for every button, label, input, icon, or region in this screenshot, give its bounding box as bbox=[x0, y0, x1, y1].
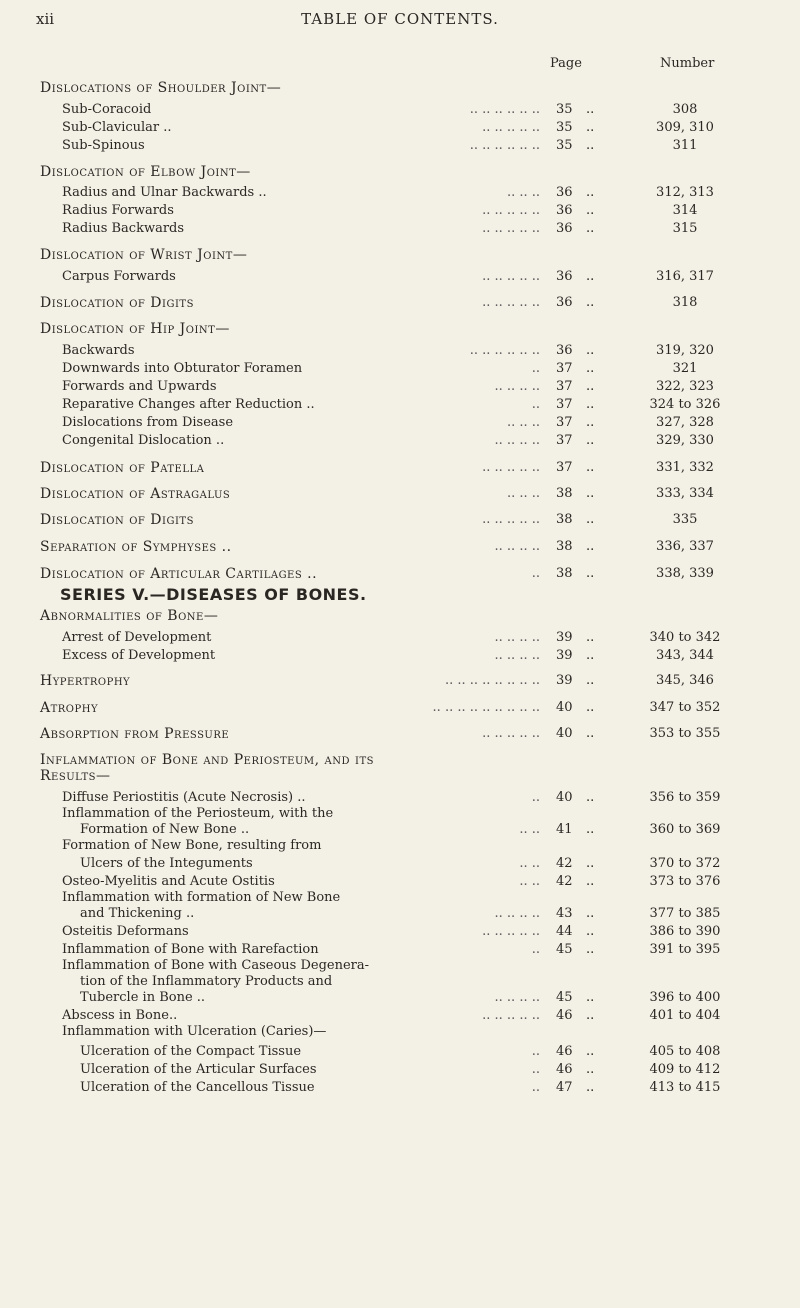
entry-number: 308 bbox=[672, 102, 698, 117]
entry-label: and Thickening .. bbox=[80, 906, 195, 921]
section-heading bbox=[0, 80, 800, 98]
entry-number: 311 bbox=[672, 138, 698, 153]
section-heading bbox=[0, 295, 800, 313]
entry-label: Formation of New Bone .. bbox=[80, 822, 250, 837]
entry-label: Congenital Dislocation .. bbox=[62, 433, 225, 448]
entry-page: 36 bbox=[556, 221, 573, 236]
separator-dots: .. bbox=[586, 361, 595, 376]
contents-entry bbox=[0, 856, 800, 874]
separator-dots: .. bbox=[586, 120, 595, 135]
leader-dots: .. .. .. .. .. .. .. .. .. bbox=[432, 700, 540, 715]
entry-page: 36 bbox=[556, 185, 573, 200]
entry-label: Osteitis Deformans bbox=[62, 924, 189, 939]
separator-dots: .. bbox=[586, 924, 595, 939]
contents-entry bbox=[0, 138, 800, 156]
separator-dots: .. bbox=[586, 486, 595, 501]
entry-label: Dislocation of Digits bbox=[40, 295, 194, 311]
entry-label: Radius and Ulnar Backwards .. bbox=[62, 185, 267, 200]
leader-dots: .. bbox=[531, 1080, 540, 1095]
separator-dots: .. bbox=[586, 906, 595, 921]
entry-page: 39 bbox=[556, 648, 573, 663]
entry-number: 322, 323 bbox=[656, 379, 714, 394]
section-heading bbox=[0, 247, 800, 265]
entry-label: Carpus Forwards bbox=[62, 269, 176, 284]
entry-page: 40 bbox=[556, 790, 573, 805]
entry-label: Dislocation of Digits bbox=[40, 512, 194, 528]
entry-page: 46 bbox=[556, 1008, 573, 1023]
contents-entry bbox=[0, 1062, 800, 1080]
entry-label: Formation of New Bone, resulting from bbox=[62, 838, 322, 853]
separator-dots: .. bbox=[586, 700, 595, 715]
entry-page: 43 bbox=[556, 906, 573, 921]
entry-number: 356 to 359 bbox=[649, 790, 721, 805]
entry-number: 386 to 390 bbox=[649, 924, 721, 939]
entry-label: Reparative Changes after Reduction .. bbox=[62, 397, 315, 412]
entry-number: 329, 330 bbox=[656, 433, 714, 448]
entry-label: Abscess in Bone.. bbox=[62, 1008, 178, 1023]
contents-entry bbox=[0, 1080, 800, 1098]
entry-label: Abnormalities of Bone— bbox=[40, 608, 219, 624]
entry-number: 340 to 342 bbox=[649, 630, 721, 645]
entry-page: 38 bbox=[556, 566, 573, 581]
entry-label: Forwards and Upwards bbox=[62, 379, 217, 394]
entry-page: 37 bbox=[556, 433, 573, 448]
entry-page: 37 bbox=[556, 361, 573, 376]
entry-label: Inflammation of Bone and Periosteum, and its bbox=[40, 752, 374, 768]
leader-dots: .. .. .. .. .. bbox=[482, 1008, 540, 1023]
entry-page: 38 bbox=[556, 539, 573, 554]
separator-dots: .. bbox=[586, 397, 595, 412]
series-title: SERIES V.—DISEASES OF BONES. bbox=[60, 585, 367, 604]
entry-number: 373 to 376 bbox=[649, 874, 721, 889]
entry-label: Dislocation of Hip Joint— bbox=[40, 321, 230, 337]
entry-number: 327, 328 bbox=[656, 415, 714, 430]
leader-dots: .. .. .. .. .. .. bbox=[469, 102, 540, 117]
entry-page: 45 bbox=[556, 942, 573, 957]
entry-label: Hypertrophy bbox=[40, 673, 131, 689]
separator-dots: .. bbox=[586, 942, 595, 957]
separator-dots: .. bbox=[586, 138, 595, 153]
entry-label: Inflammation of the Periosteum, with the bbox=[62, 806, 334, 821]
section-heading bbox=[0, 768, 800, 786]
entry-page: 38 bbox=[556, 512, 573, 527]
entry-label: Absorption from Pressure bbox=[40, 726, 230, 742]
separator-dots: .. bbox=[586, 379, 595, 394]
entry-number: 391 to 395 bbox=[649, 942, 721, 957]
entry-label: Arrest of Development bbox=[62, 630, 212, 645]
entry-page: 37 bbox=[556, 397, 573, 412]
entry-page: 39 bbox=[556, 630, 573, 645]
entry-number: 309, 310 bbox=[656, 120, 714, 135]
leader-dots: .. .. .. bbox=[506, 185, 540, 200]
contents-entry bbox=[0, 361, 800, 379]
entry-page: 37 bbox=[556, 379, 573, 394]
separator-dots: .. bbox=[586, 539, 595, 554]
section-heading bbox=[0, 700, 800, 718]
leader-dots: .. .. .. .. .. bbox=[482, 726, 540, 741]
contents-entry bbox=[0, 838, 800, 856]
entry-page: 35 bbox=[556, 120, 573, 135]
entry-number: 377 to 385 bbox=[649, 906, 721, 921]
entry-label: Inflammation of Bone with Caseous Degenera- bbox=[62, 958, 370, 973]
separator-dots: .. bbox=[586, 221, 595, 236]
leader-dots: .. bbox=[531, 1062, 540, 1077]
separator-dots: .. bbox=[586, 102, 595, 117]
leader-dots: .. .. .. .. bbox=[494, 906, 540, 921]
entry-page: 38 bbox=[556, 486, 573, 501]
entry-number: 353 to 355 bbox=[649, 726, 721, 741]
entry-label: Radius Forwards bbox=[62, 203, 174, 218]
separator-dots: .. bbox=[586, 415, 595, 430]
entry-number: 318 bbox=[672, 295, 698, 310]
entry-label: Tubercle in Bone .. bbox=[80, 990, 206, 1005]
entry-number: 409 to 412 bbox=[649, 1062, 721, 1077]
entry-number: 413 to 415 bbox=[649, 1080, 721, 1095]
contents-entry bbox=[0, 343, 800, 361]
contents-entry bbox=[0, 1024, 800, 1042]
entry-label: Dislocation of Wrist Joint— bbox=[40, 247, 248, 263]
leader-dots: .. .. bbox=[519, 874, 540, 889]
entry-number: 336, 337 bbox=[656, 539, 714, 554]
entry-page: 47 bbox=[556, 1080, 573, 1095]
section-heading bbox=[0, 608, 800, 626]
entry-page: 44 bbox=[556, 924, 573, 939]
entry-page: 37 bbox=[556, 460, 573, 475]
separator-dots: .. bbox=[586, 726, 595, 741]
entry-page: 36 bbox=[556, 203, 573, 218]
contents-entry bbox=[0, 379, 800, 397]
entry-label: Dislocations of Shoulder Joint— bbox=[40, 80, 282, 96]
entry-label: Ulcers of the Integuments bbox=[80, 856, 253, 871]
section-heading bbox=[0, 512, 800, 530]
contents-entry bbox=[0, 102, 800, 120]
entry-page: 42 bbox=[556, 874, 573, 889]
separator-dots: .. bbox=[586, 566, 595, 581]
contents-entry bbox=[0, 269, 800, 287]
entry-number: 345, 346 bbox=[656, 673, 714, 688]
entry-label: Excess of Development bbox=[62, 648, 216, 663]
leader-dots: .. bbox=[531, 361, 540, 376]
leader-dots: .. .. .. .. .. .. bbox=[469, 138, 540, 153]
leader-dots: .. bbox=[531, 397, 540, 412]
entry-label: Dislocation of Astragalus bbox=[40, 486, 231, 502]
entry-number: 319, 320 bbox=[656, 343, 714, 358]
leader-dots: .. .. .. .. bbox=[494, 990, 540, 1005]
leader-dots: .. .. .. .. .. bbox=[482, 460, 540, 475]
entry-number: 315 bbox=[672, 221, 698, 236]
leader-dots: .. .. .. .. .. bbox=[482, 221, 540, 236]
entry-label: Diffuse Periostitis (Acute Necrosis) .. bbox=[62, 790, 306, 805]
entry-page: 41 bbox=[556, 822, 573, 837]
entry-label: Ulceration of the Compact Tissue bbox=[80, 1044, 302, 1059]
entry-number: 316, 317 bbox=[656, 269, 714, 284]
leader-dots: .. .. .. .. .. bbox=[482, 269, 540, 284]
leader-dots: .. .. bbox=[519, 822, 540, 837]
page-title: TABLE OF CONTENTS. bbox=[301, 10, 499, 28]
entry-number: 312, 313 bbox=[656, 185, 714, 200]
entry-page: 35 bbox=[556, 138, 573, 153]
contents-entry bbox=[0, 185, 800, 203]
leader-dots: .. .. .. .. .. bbox=[482, 295, 540, 310]
leader-dots: .. .. .. .. .. bbox=[482, 120, 540, 135]
entry-label: Sub-Clavicular .. bbox=[62, 120, 172, 135]
entry-page: 37 bbox=[556, 415, 573, 430]
separator-dots: .. bbox=[586, 1044, 595, 1059]
contents-entry bbox=[0, 648, 800, 666]
entry-label: tion of the Inflammatory Products and bbox=[80, 974, 333, 989]
contents-entry bbox=[0, 630, 800, 648]
separator-dots: .. bbox=[586, 343, 595, 358]
separator-dots: .. bbox=[586, 1080, 595, 1095]
entry-label: Dislocation of Elbow Joint— bbox=[40, 164, 251, 180]
entry-number: 347 to 352 bbox=[649, 700, 721, 715]
running-head bbox=[0, 10, 800, 30]
entry-page: 42 bbox=[556, 856, 573, 871]
entry-label: Results— bbox=[40, 768, 111, 784]
separator-dots: .. bbox=[586, 1008, 595, 1023]
leader-dots: .. .. .. bbox=[506, 486, 540, 501]
contents-entry bbox=[0, 924, 800, 942]
contents-entry bbox=[0, 203, 800, 221]
entry-page: 39 bbox=[556, 673, 573, 688]
entry-page: 45 bbox=[556, 990, 573, 1005]
section-heading bbox=[0, 486, 800, 504]
entry-label: Backwards bbox=[62, 343, 135, 358]
entry-number: 396 to 400 bbox=[649, 990, 721, 1005]
separator-dots: .. bbox=[586, 1062, 595, 1077]
entry-number: 314 bbox=[672, 203, 698, 218]
entry-label: Ulceration of the Articular Surfaces bbox=[80, 1062, 317, 1077]
contents-entry bbox=[0, 906, 800, 924]
entry-number: 321 bbox=[672, 361, 698, 376]
entry-label: Dislocations from Disease bbox=[62, 415, 234, 430]
contents-entry bbox=[0, 120, 800, 138]
entry-number: 324 to 326 bbox=[649, 397, 721, 412]
section-heading bbox=[0, 460, 800, 478]
leader-dots: .. .. .. .. bbox=[494, 648, 540, 663]
leader-dots: .. .. .. .. .. .. bbox=[469, 343, 540, 358]
separator-dots: .. bbox=[586, 990, 595, 1005]
leader-dots: .. .. .. .. bbox=[494, 379, 540, 394]
entry-number: 338, 339 bbox=[656, 566, 714, 581]
separator-dots: .. bbox=[586, 295, 595, 310]
entry-number: 343, 344 bbox=[656, 648, 714, 663]
entry-label: Inflammation with Ulceration (Caries)— bbox=[62, 1024, 327, 1039]
contents-entry bbox=[0, 221, 800, 239]
contents-entry bbox=[0, 415, 800, 433]
page-number: xii bbox=[36, 10, 55, 28]
separator-dots: .. bbox=[586, 822, 595, 837]
leader-dots: .. .. bbox=[519, 856, 540, 871]
entry-label: Dislocation of Articular Cartilages .. bbox=[40, 566, 318, 582]
separator-dots: .. bbox=[586, 269, 595, 284]
leader-dots: .. .. .. .. bbox=[494, 630, 540, 645]
entry-label: Radius Backwards bbox=[62, 221, 185, 236]
separator-dots: .. bbox=[586, 433, 595, 448]
separator-dots: .. bbox=[586, 874, 595, 889]
entry-page: 46 bbox=[556, 1062, 573, 1077]
entry-label: Inflammation with formation of New Bone bbox=[62, 890, 341, 905]
leader-dots: .. .. .. .. bbox=[494, 433, 540, 448]
entry-label: Downwards into Obturator Foramen bbox=[62, 361, 303, 376]
separator-dots: .. bbox=[586, 856, 595, 871]
column-header-number: Number bbox=[660, 56, 715, 71]
leader-dots: .. .. .. .. .. .. .. .. bbox=[444, 673, 540, 688]
entry-number: 401 to 404 bbox=[649, 1008, 721, 1023]
separator-dots: .. bbox=[586, 630, 595, 645]
contents-entry bbox=[0, 397, 800, 415]
separator-dots: .. bbox=[586, 203, 595, 218]
column-header-page: Page bbox=[550, 56, 582, 71]
entry-label: Osteo-Myelitis and Acute Ostitis bbox=[62, 874, 275, 889]
entry-label: Separation of Symphyses .. bbox=[40, 539, 232, 555]
entry-label: Dislocation of Patella bbox=[40, 460, 205, 476]
separator-dots: .. bbox=[586, 648, 595, 663]
entry-page: 46 bbox=[556, 1044, 573, 1059]
section-heading bbox=[0, 673, 800, 691]
section-heading bbox=[0, 539, 800, 557]
leader-dots: .. bbox=[531, 790, 540, 805]
entry-number: 405 to 408 bbox=[649, 1044, 721, 1059]
leader-dots: .. .. .. .. bbox=[494, 539, 540, 554]
entry-page: 40 bbox=[556, 726, 573, 741]
entry-number: 331, 332 bbox=[656, 460, 714, 475]
leader-dots: .. bbox=[531, 942, 540, 957]
leader-dots: .. .. .. .. .. bbox=[482, 203, 540, 218]
separator-dots: .. bbox=[586, 185, 595, 200]
entry-label: Ulceration of the Cancellous Tissue bbox=[80, 1080, 315, 1095]
entry-number: 335 bbox=[672, 512, 698, 527]
contents-entry bbox=[0, 433, 800, 451]
leader-dots: .. bbox=[531, 566, 540, 581]
entry-page: 35 bbox=[556, 102, 573, 117]
separator-dots: .. bbox=[586, 460, 595, 475]
leader-dots: .. .. .. .. .. bbox=[482, 924, 540, 939]
leader-dots: .. .. .. .. .. bbox=[482, 512, 540, 527]
contents-entry bbox=[0, 990, 800, 1008]
leader-dots: .. .. .. bbox=[506, 415, 540, 430]
entry-page: 36 bbox=[556, 343, 573, 358]
entry-number: 370 to 372 bbox=[649, 856, 721, 871]
section-heading bbox=[0, 566, 800, 584]
entry-number: 333, 334 bbox=[656, 486, 714, 501]
entry-page: 36 bbox=[556, 295, 573, 310]
entry-page: 40 bbox=[556, 700, 573, 715]
section-heading bbox=[0, 321, 800, 339]
entry-label: Inflammation of Bone with Rarefaction bbox=[62, 942, 319, 957]
contents-entry bbox=[0, 1044, 800, 1062]
entry-number: 360 to 369 bbox=[649, 822, 721, 837]
section-heading bbox=[0, 726, 800, 744]
separator-dots: .. bbox=[586, 673, 595, 688]
separator-dots: .. bbox=[586, 512, 595, 527]
entry-label: Sub-Coracoid bbox=[62, 102, 152, 117]
leader-dots: .. bbox=[531, 1044, 540, 1059]
entry-label: Atrophy bbox=[40, 700, 99, 716]
separator-dots: .. bbox=[586, 790, 595, 805]
section-heading bbox=[0, 164, 800, 182]
entry-label: Sub-Spinous bbox=[62, 138, 145, 153]
entry-page: 36 bbox=[556, 269, 573, 284]
